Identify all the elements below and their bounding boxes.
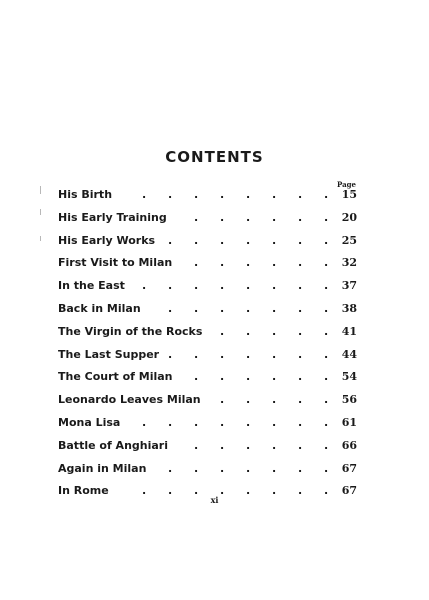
toc-entry-title: Back in Milan: [58, 301, 141, 315]
toc-entry-page: 56: [341, 393, 357, 407]
toc-entry[interactable]: The Court of Milan . . . . . . 54: [58, 370, 357, 384]
toc-entry-title: His Birth: [58, 188, 113, 201]
toc-entry[interactable]: Mona Lisa . . . . . . . . 61: [58, 415, 357, 429]
toc-entry-page: 61: [341, 415, 357, 429]
toc-entry-page: 32: [341, 256, 357, 270]
toc-entry[interactable]: In the East . . . . . . . . 37: [58, 279, 357, 293]
scan-speck: [40, 209, 41, 215]
toc-entry-page: 54: [341, 370, 357, 384]
toc-entry-title: Mona Lisa: [58, 415, 121, 429]
toc-entry-page: 25: [341, 233, 357, 247]
toc-entry-title: The Last Supper: [58, 347, 160, 361]
toc-entry-title: The Virgin of the Rocks: [58, 324, 203, 338]
toc-entry-page: 67: [341, 461, 357, 475]
toc-entry-page: 44: [341, 347, 357, 361]
scan-speck: [40, 186, 41, 194]
toc-entry[interactable]: His Early Works . . . . . . . 25: [58, 233, 357, 247]
toc-entry-page: 41: [341, 324, 357, 338]
contents-list: [58, 188, 363, 507]
toc-entry[interactable]: Again in Milan . . . . . . . 67: [58, 461, 357, 475]
page-folio: xi: [210, 495, 219, 505]
scan-speck: [40, 236, 41, 241]
toc-entry[interactable]: The Last Supper . . . . . . . 44: [58, 347, 357, 361]
toc-entry[interactable]: Back in Milan . . . . . . . 38: [58, 301, 357, 315]
toc-entry-title: Battle of Anghiari: [58, 438, 168, 452]
toc-entry-title: In the East: [58, 279, 125, 293]
toc-entry[interactable]: His Birth . . . . . . . . 15: [58, 188, 357, 201]
contents-heading: CONTENTS: [165, 148, 264, 166]
toc-entry-title: The Court of Milan: [58, 370, 173, 384]
toc-entry-title: His Early Training: [58, 210, 167, 224]
toc-entry-page: 20: [341, 210, 357, 224]
toc-entry-title: First Visit to Milan: [58, 256, 173, 270]
toc-entry-page: 38: [341, 301, 357, 315]
toc-entry-title: His Early Works: [58, 233, 156, 247]
toc-entry-page: 66: [341, 438, 357, 452]
toc-entry[interactable]: The Virgin of the Rocks . . . . . 41: [58, 324, 357, 338]
toc-entry[interactable]: Leonardo Leaves Milan . . . . . 56: [58, 393, 357, 407]
toc-entry-title: In Rome: [58, 484, 109, 498]
page-column-label: Page: [337, 180, 356, 189]
toc-entry[interactable]: First Visit to Milan . . . . . . 32: [58, 256, 357, 270]
toc-entry-title: Leonardo Leaves Milan: [58, 393, 201, 407]
toc-entry[interactable]: In Rome . . . . . . . . 67: [58, 484, 357, 498]
toc-entry-page: 37: [341, 279, 357, 293]
toc-entry-page: 67: [341, 484, 357, 498]
toc-entry-page: 15: [341, 188, 357, 201]
toc-entry[interactable]: Battle of Anghiari . . . . . . 66: [58, 438, 357, 452]
toc-entry-title: Again in Milan: [58, 461, 147, 475]
toc-entry[interactable]: His Early Training . . . . . . 20: [58, 210, 357, 224]
